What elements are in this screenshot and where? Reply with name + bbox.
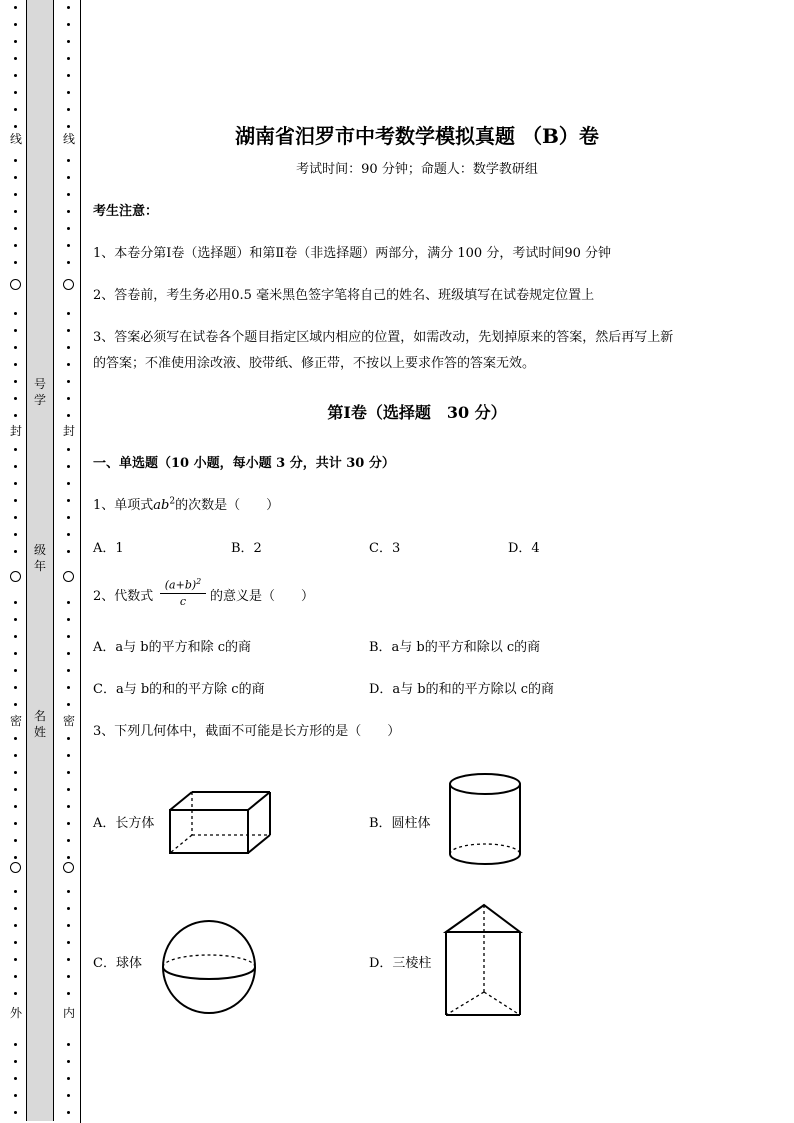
binding-dot [14, 890, 17, 893]
binding-dot [67, 550, 70, 553]
binding-dot [14, 1111, 17, 1114]
question-2-prefix: 2、代数式 [93, 589, 154, 604]
binding-dot [67, 703, 70, 706]
binding-dot [14, 6, 17, 9]
binding-dot [67, 1094, 70, 1097]
binding-dot [67, 6, 70, 9]
binding-dot [67, 890, 70, 893]
binding-dot [14, 499, 17, 502]
question-1-expr: ab [153, 498, 170, 513]
binding-dot [67, 108, 70, 111]
field-grade [33, 542, 47, 574]
binding-dot [14, 482, 17, 485]
question-2-numerator-exp: 2 [196, 577, 202, 586]
binding-dot [14, 856, 17, 859]
right-mark-xian: 线 [62, 132, 75, 146]
right-mark-nei: 内 [62, 1006, 75, 1020]
binding-dot [14, 941, 17, 944]
binding-dot [14, 91, 17, 94]
question-2-numerator-text: (a+b) [164, 578, 197, 592]
right-circle [63, 571, 74, 582]
binding-dot [14, 924, 17, 927]
question-1-prefix: 1、单项式 [93, 498, 154, 513]
binding-dot [67, 788, 70, 791]
field-name [33, 708, 47, 740]
binding-dot [67, 482, 70, 485]
field-student-number-label: 号学 [33, 377, 46, 407]
binding-dot [14, 805, 17, 808]
binding-dot [67, 992, 70, 995]
binding-dot [14, 618, 17, 621]
binding-dot [67, 839, 70, 842]
question-1-option-d: D．4 [508, 541, 540, 556]
binding-dot [14, 227, 17, 230]
binding-dot [67, 907, 70, 910]
binding-dot [67, 686, 70, 689]
right-mark-mi: 密 [62, 714, 75, 728]
binding-dot [67, 244, 70, 247]
binding-dot [14, 23, 17, 26]
binding-dot [14, 669, 17, 672]
section-title: 第Ⅰ卷（选择题 30 分） [327, 403, 507, 422]
question-2-numerator [160, 576, 206, 594]
binding-dot [14, 771, 17, 774]
binding-dot [67, 754, 70, 757]
binding-dot [67, 40, 70, 43]
binding-dot [14, 958, 17, 961]
left-circle [10, 862, 21, 873]
question-1-option-b: B．2 [231, 541, 262, 556]
question-2-option-c: C．a与 b的和的平方除 c的商 [93, 682, 265, 697]
question-2-suffix: 的意义是（ ） [210, 589, 315, 604]
binding-dot [67, 533, 70, 536]
notice-item-3-line-2: 的答案；不准使用涂改液、胶带纸、修正带，不按以上要求作答的答案无效。 [93, 356, 536, 371]
binding-dot [67, 1060, 70, 1063]
notice-item-2: 2、答卷前，考生务必用0.5 毫米黑色签字笔将自己的姓名、班级填写在试卷规定位置上 [93, 288, 595, 303]
binding-dot [67, 1077, 70, 1080]
question-2-option-a: A．a与 b的平方和除 c的商 [93, 640, 252, 655]
binding-dot [14, 703, 17, 706]
right-circle [63, 862, 74, 873]
question-1-stem [93, 494, 279, 513]
binding-dot [67, 805, 70, 808]
binding-dot [14, 74, 17, 77]
binding-dot [14, 465, 17, 468]
binding-dot [14, 210, 17, 213]
binding-dot [14, 329, 17, 332]
binding-dot [14, 312, 17, 315]
right-circle [63, 279, 74, 290]
binding-dot [67, 346, 70, 349]
question-2-option-b: B．a与 b的平方和除以 c的商 [369, 640, 541, 655]
sphere-figure [160, 918, 258, 1016]
page-title: 湖南省汨罗市中考数学模拟真题 （B）卷 [235, 124, 599, 148]
question-3-option-c: C．球体 [93, 956, 142, 971]
binding-dot [67, 856, 70, 859]
binding-dot [67, 261, 70, 264]
binding-dot [67, 1111, 70, 1114]
binding-dot [14, 448, 17, 451]
binding-dot [14, 40, 17, 43]
binding-dot [67, 23, 70, 26]
binding-dot [67, 652, 70, 655]
binding-dot [67, 499, 70, 502]
binding-dot [67, 516, 70, 519]
notice-item-3-line-1: 3、答案必须写在试卷各个题目指定区域内相应的位置，如需改动，先划掉原来的答案，然后再写上新 [93, 330, 674, 345]
binding-dot [14, 1060, 17, 1063]
binding-dot [67, 91, 70, 94]
binding-dot [14, 363, 17, 366]
binding-dot [67, 380, 70, 383]
question-1-exp: 2 [169, 496, 176, 507]
binding-dot [67, 618, 70, 621]
binding-dot [14, 737, 17, 740]
page-subtitle: 考试时间：90 分钟；命题人：数学教研组 [296, 162, 538, 177]
binding-dot [67, 465, 70, 468]
question-3-option-d: D．三棱柱 [369, 956, 432, 971]
question-3-option-a: A．长方体 [93, 816, 155, 831]
left-mark-xian: 线 [9, 132, 22, 146]
question-3-stem: 3、下列几何体中，截面不可能是长方形的是（ ） [93, 724, 401, 739]
field-grade-label: 级年 [33, 543, 46, 573]
binding-dot [14, 635, 17, 638]
binding-dot [67, 312, 70, 315]
binding-dot [67, 635, 70, 638]
binding-dot [14, 550, 17, 553]
binding-dot [67, 601, 70, 604]
cylinder-figure [447, 772, 525, 866]
binding-dot [14, 533, 17, 536]
cuboid-figure [168, 790, 274, 856]
question-1-option-c: C．3 [369, 541, 401, 556]
notice-heading: 考生注意： [93, 204, 159, 219]
binding-dot [67, 822, 70, 825]
left-mark-feng: 封 [9, 424, 22, 438]
binding-dot [14, 244, 17, 247]
binding-dot [14, 907, 17, 910]
question-3-option-b: B．圆柱体 [369, 816, 431, 831]
binding-dot [67, 975, 70, 978]
binding-dot [14, 754, 17, 757]
binding-dot [14, 686, 17, 689]
binding-dot [14, 57, 17, 60]
binding-dot [67, 737, 70, 740]
question-2-denominator: c [179, 594, 187, 608]
binding-dot [67, 924, 70, 927]
binding-dot [67, 227, 70, 230]
binding-dot [14, 601, 17, 604]
binding-dot [67, 941, 70, 944]
binding-dot [67, 1043, 70, 1046]
question-2-option-d: D．a与 b的和的平方除以 c的商 [369, 682, 555, 697]
binding-dot [14, 822, 17, 825]
binding-dot [14, 380, 17, 383]
question-1-option-a: A．1 [93, 541, 124, 556]
binding-dot [14, 108, 17, 111]
left-mark-mi: 密 [9, 714, 22, 728]
binding-dot [14, 1094, 17, 1097]
question-2-fraction [160, 576, 206, 608]
question-1-suffix: 的次数是（ ） [175, 498, 280, 513]
binding-dot [67, 57, 70, 60]
triangular-prism-figure [442, 902, 524, 1020]
binding-dot [14, 975, 17, 978]
binding-dot [67, 329, 70, 332]
binding-dot [67, 448, 70, 451]
binding-dot [14, 516, 17, 519]
binding-dot [14, 1043, 17, 1046]
binding-dot [67, 363, 70, 366]
binding-dot [14, 839, 17, 842]
binding-dot [67, 958, 70, 961]
binding-dot [14, 652, 17, 655]
binding-dot [14, 346, 17, 349]
binding-dot [67, 193, 70, 196]
field-name-label: 名姓 [33, 709, 46, 739]
binding-dot [67, 771, 70, 774]
left-circle [10, 279, 21, 290]
binding-dot [67, 669, 70, 672]
left-mark-wai: 外 [9, 1006, 22, 1020]
binding-dot [67, 210, 70, 213]
binding-dot [67, 74, 70, 77]
notice-item-1: 1、本卷分第Ⅰ卷（选择题）和第Ⅱ卷（非选择题）两部分，满分 100 分，考试时间90 分钟 [93, 246, 611, 261]
binding-dot [14, 1077, 17, 1080]
part-heading: 一、单选题（10 小题，每小题 3 分，共计 30 分） [93, 456, 395, 471]
binding-dot [14, 261, 17, 264]
binding-dot [14, 193, 17, 196]
binding-dot [14, 992, 17, 995]
binding-dot [14, 788, 17, 791]
left-circle [10, 571, 21, 582]
right-mark-feng: 封 [62, 424, 75, 438]
